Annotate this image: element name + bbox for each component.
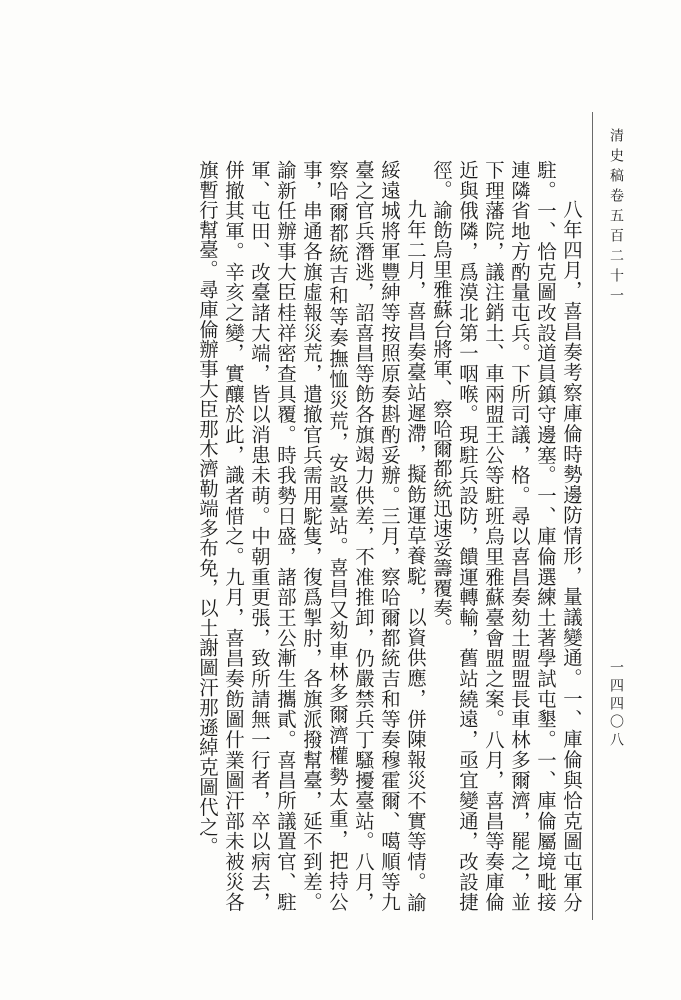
paragraph-1: 八年四月，喜昌奏考察庫倫時勢邊防情形，量議變通。一、庫倫與恰克圖屯軍分駐。一、恰克圖改設道員鎮守邊塞。一、庫倫選練土著學試屯墾。一、庫倫屬境毗接連隣省地方酌量屯兵。下所司議，格。尋以喜昌奏劾土盟盟長車林多爾濟，罷之，並下理藩院，議注銷土、車兩盟王公等駐班烏里雅蘇臺會盟之案。八月，喜昌等奏庫倫近與俄隣，爲漠北第一咽喉。現駐兵設防，饋運轉輸，舊站繞遠，亟宜變通，改設捷徑。諭飭烏里雅蘇台將軍、察哈爾都統迅速妥籌覆奏。 [430, 160, 583, 912]
running-head-title: 清史稿卷五百二十一 [608, 128, 624, 308]
text-body [76, 160, 584, 912]
header-rule [592, 112, 593, 920]
paragraph-2: 九年二月，喜昌奏臺站遲滯，擬飭運草養駝，以資供應，併陳報災不實等情。諭綏遠城將軍豐紳等按照原奏斟酌妥辦。三月，察哈爾都統吉和等奏穆霍爾、噶順等九臺之官兵潛逃，詔喜昌等飭各旗竭力供差，不准推卸，仍嚴禁兵丁騷擾臺站。八月，察哈爾都統吉和等奏撫恤災荒，安設臺站。喜昌又劾車林多爾濟權勢太重，把持公事，串通各旗虛報災荒，遣撤官兵需用駝隻，復爲掣肘，各旗派撥幫臺，延不到差。諭新任辦事大臣桂祥密查具覆。時我勢日盛，諸部王公漸生攜貳。喜昌所議置官、駐軍、屯田、改臺諸大端，皆以消患未萌。中朝重更張，致所請無一行者，卒以病去，併撤其軍。辛亥之變，實釀於此，識者惜之。九月，喜昌奏飭圖什業圖汗部未被災各旗暫行幫臺。尋庫倫辦事大臣那木濟勒端多布免，以土謝圖汗那遜綽克圖代之。 [196, 160, 427, 912]
page-number: 一四四〇八 [608, 660, 624, 750]
